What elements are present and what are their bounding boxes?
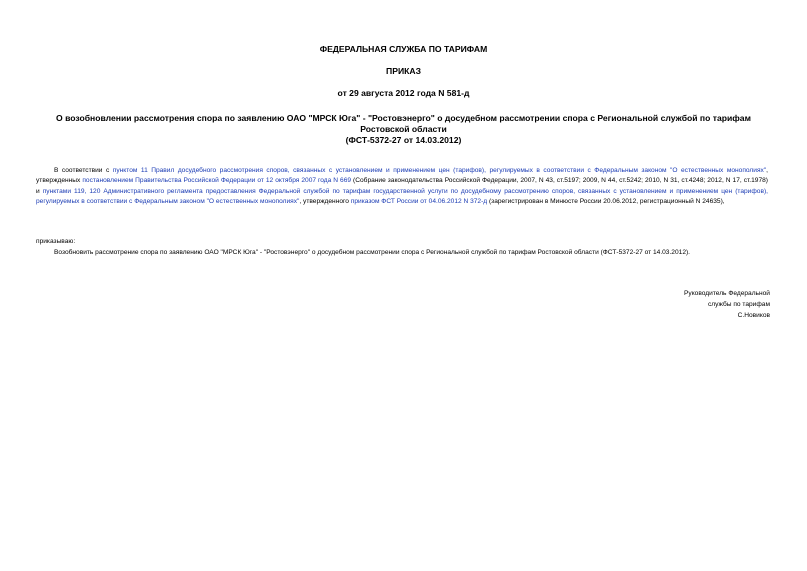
document-type: ПРИКАЗ (386, 66, 421, 76)
signatory-position-line-1: Руководитель Федеральной (684, 290, 770, 297)
preamble-text-4: , утвержденного (299, 197, 351, 205)
preamble-paragraph (36, 166, 768, 207)
order-title-line-2: Ростовской области (360, 124, 447, 134)
link-fst-order-372d[interactable]: приказом ФСТ России от 04.06.2012 N 372-д (350, 197, 488, 205)
agency-name: ФЕДЕРАЛЬНАЯ СЛУЖБА ПО ТАРИФАМ (319, 44, 488, 54)
preamble-text-2: , утвержденных (36, 167, 768, 185)
signatory-position-line-2: службы по тарифам (707, 301, 770, 308)
operative-verb: приказываю: (36, 238, 76, 245)
order-date-number: от 29 августа 2012 года N 581-д (337, 88, 470, 98)
order-title-line-3: (ФСТ-5372-27 от 14.03.2012) (345, 135, 462, 145)
order-title-line-1: О возобновлении рассмотрения спора по заявлению ОАО "МРСК Юга" - "Ростовэнерго" о досудебном рассмотрении спора с Региональной службой по тарифам (56, 113, 751, 123)
decision-paragraph: Возобновить рассмотрение спора по заявлению ОАО "МРСК Юга" - "Ростовэнерго" о досудебном рассмотрении спора с Региональной службой по тарифам Ростовской области (ФСТ-5372-27 от 14.03.2012). (54, 249, 691, 256)
link-admin-regulation-points[interactable]: пунктами 119, 120 Административного регламента предоставления Федеральной службой по тарифам государственной услуги по досудебному рассмотрению споров, связанных с установлением и применением цен (тарифов), регулируемых в соответствии с Федеральным законом "О естественных монополиях" (36, 187, 768, 205)
order-title (30, 113, 777, 146)
preamble-text-3: (Собрание законодательства Российской Федерации, 2007, N 43, ст.5197; 2009, N 44, ст.5242; 2010, N 31, ст.4248; 2012, N 17, ст.1978) и (36, 177, 768, 195)
preamble-text-5: (зарегистрирован в Минюсте России 20.06.2012, регистрационный N 24635), (487, 197, 725, 205)
signature-block (684, 288, 770, 321)
link-government-resolution-669[interactable]: постановлением Правительства Российской Федерации от 12 октября 2007 года N 669 (82, 177, 352, 185)
link-rules-point-11[interactable]: пунктом 11 Правил досудебного рассмотрения споров, связанных с установлением и применением цен (тарифов), регулируемых в соответствии с Федеральным законом "О естественных монополиях" (112, 167, 767, 174)
preamble-text-1: В соответствии с (54, 167, 113, 174)
signatory-name: С.Новиков (737, 312, 770, 319)
